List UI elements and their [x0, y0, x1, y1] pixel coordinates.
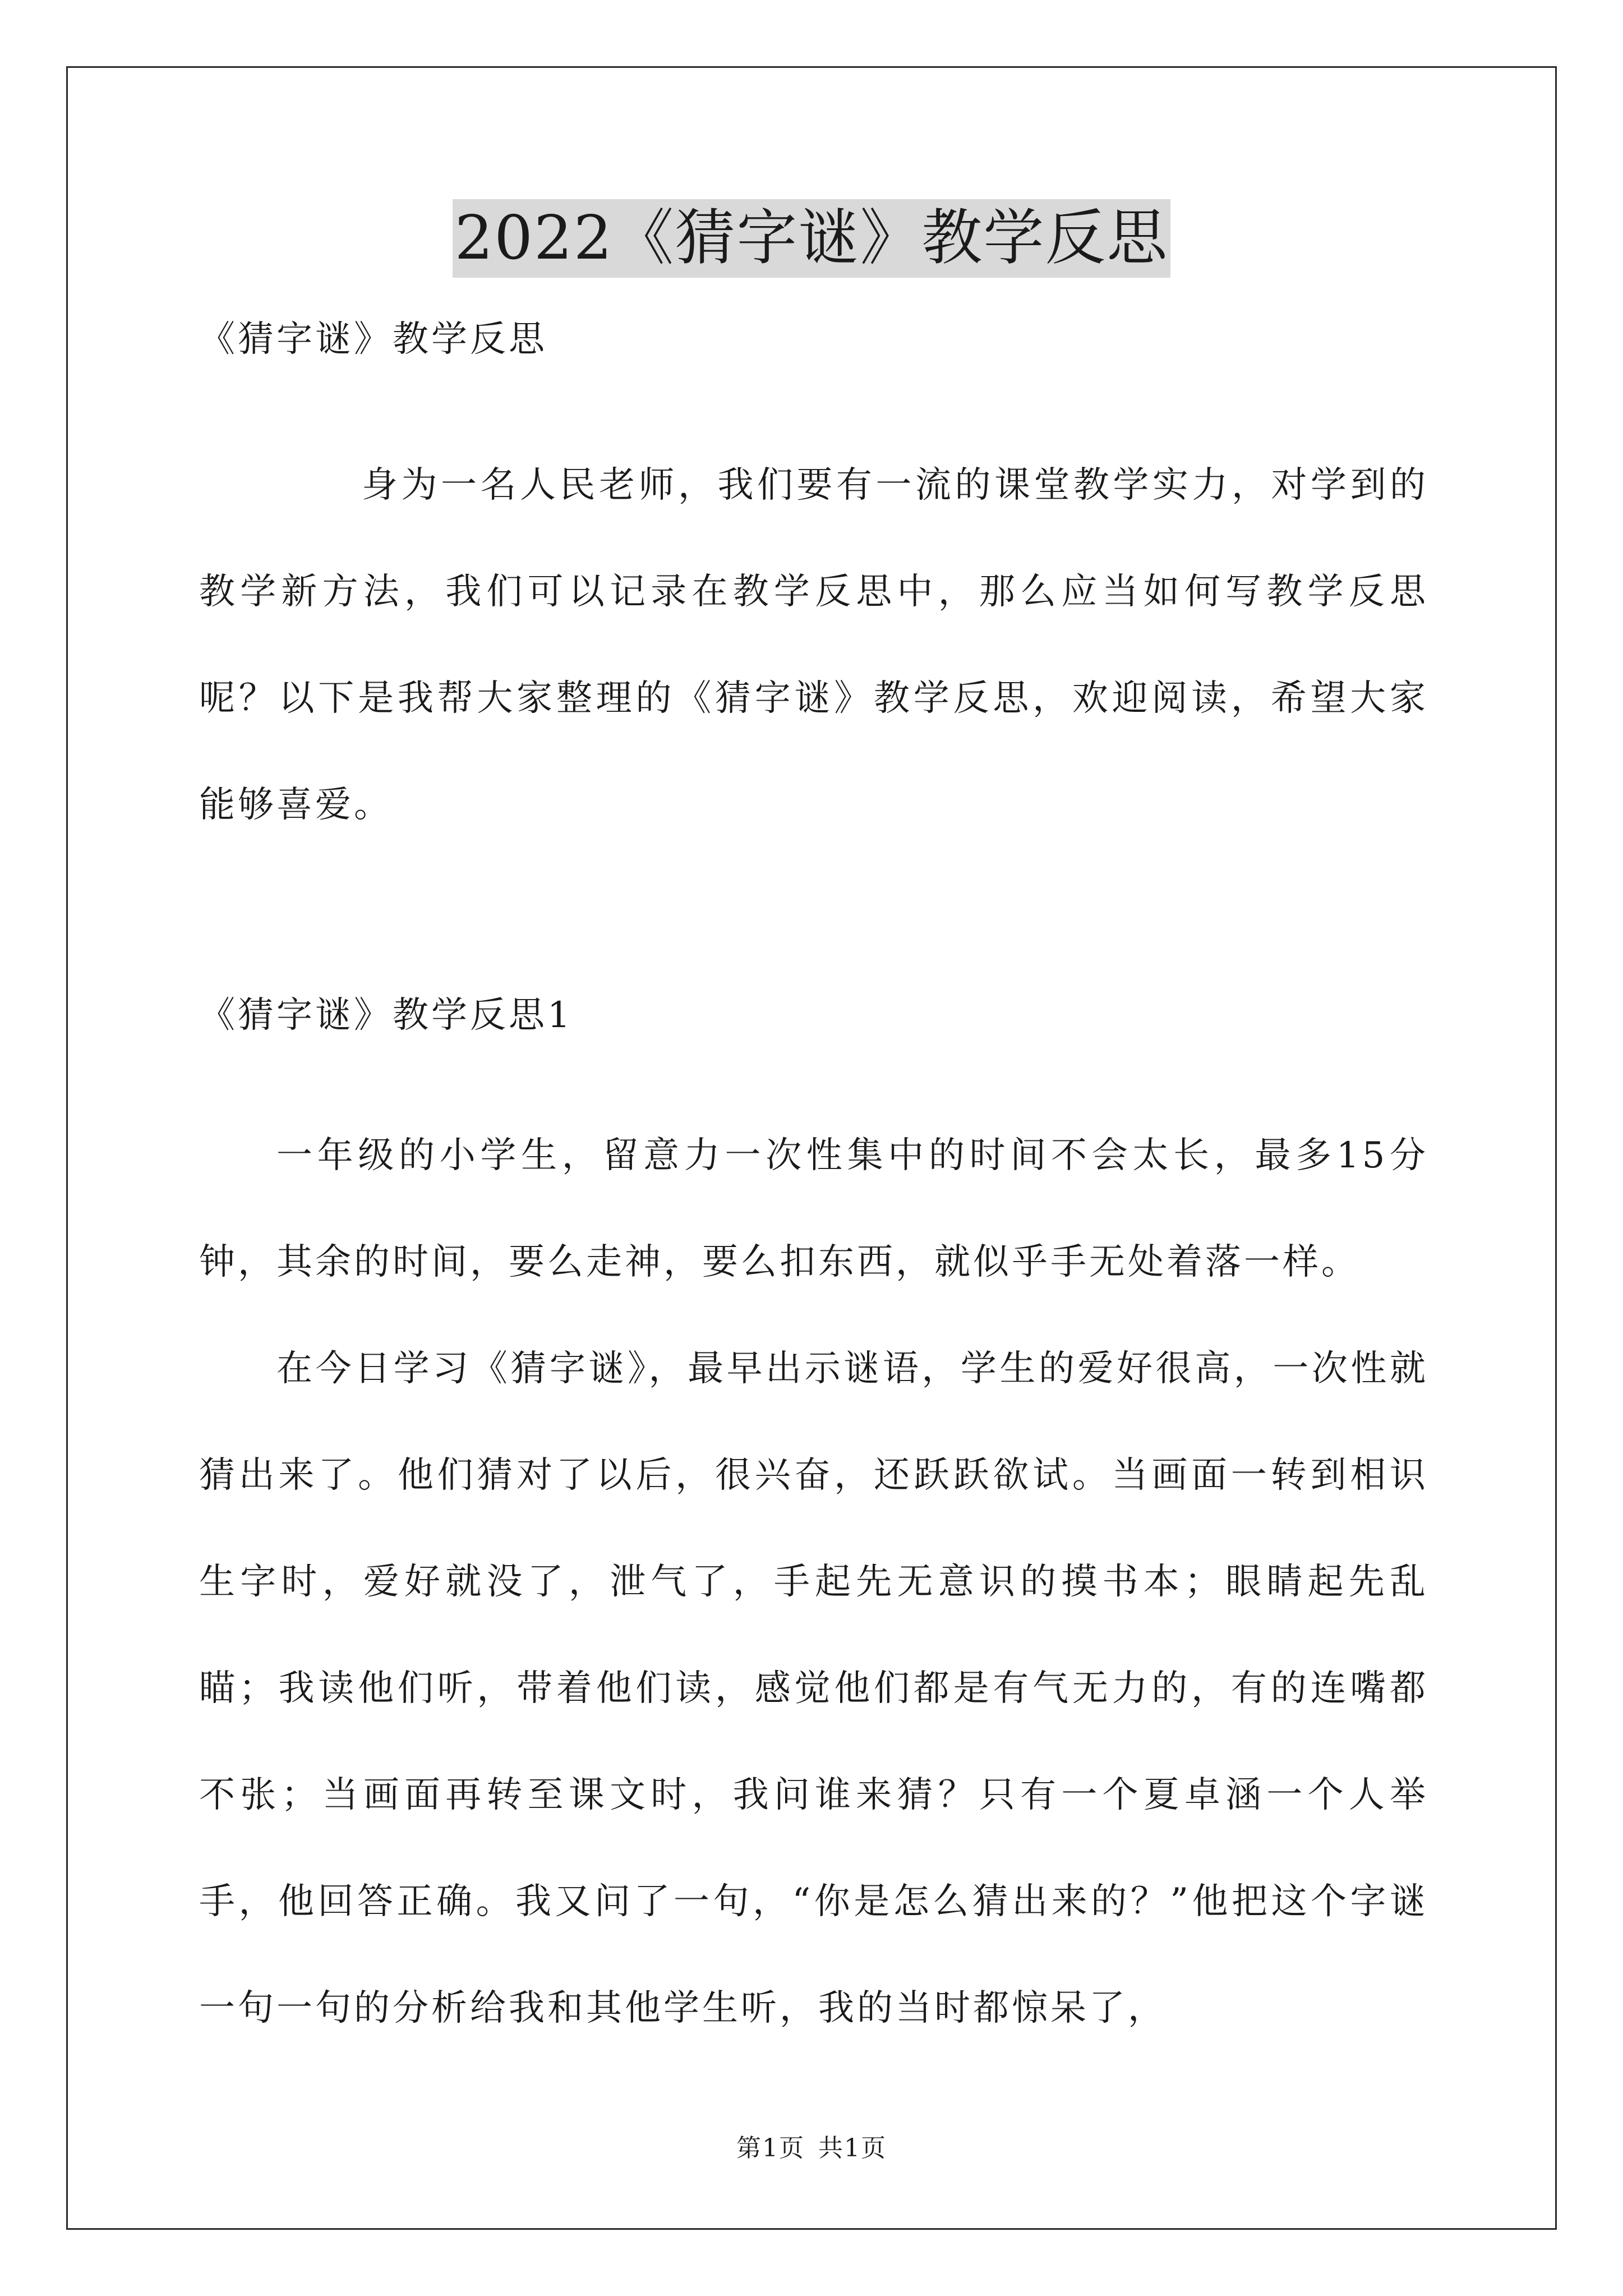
- page-footer: [0, 2132, 1623, 2165]
- section1-heading-block: [199, 993, 1428, 1038]
- intro-paragraph: 身为一名人民老师，我们要有一流的课堂教学实力，对学到的教学新方法，我们可以记录在教学反思中，那么应当如何写教学反思呢？以下是我帮大家整理的《猜字谜》教学反思，欢迎阅读，希望大家能够喜爱。: [199, 464, 1428, 826]
- section1-body: [199, 1102, 1428, 2062]
- document-title: 2022《猜字谜》教学反思: [453, 199, 1171, 278]
- intro-subheading: 《猜字谜》教学反思: [199, 319, 547, 360]
- title-container: [0, 199, 1623, 278]
- page-number: 第1页: [736, 2134, 805, 2162]
- section1-paragraph-2: 在今日学习《猜字谜》，最早出示谜语，学生的爱好很高，一次性就猜出来了。他们猜对了以后，很兴奋，还跃跃欲试。当画面一转到相识生字时，爱好就没了，泄气了，手起先无意识的摸书本；眼睛起先乱瞄；我读他们听，带着他们读，感觉他们都是有气无力的，有的连嘴都不张；当画面再转至课文时，我问谁来猜？只有一个夏卓涵一个人举手，他回答正确。我又问了一句，“你是怎么猜出来的？”他把这个字谜一句一句的分析给我和其他学生听，我的当时都惊呆了，: [199, 1348, 1428, 2029]
- intro-subheading-block: [199, 317, 1428, 362]
- section1-paragraph-1: 一年级的小学生，留意力一次性集中的时间不会太长，最多15分钟，其余的时间，要么走神，要么扣东西，就似乎手无处着落一样。: [199, 1135, 1428, 1283]
- intro-paragraph-block: [199, 432, 1428, 858]
- page-total: 共1页: [818, 2134, 887, 2162]
- section1-heading: 《猜字谜》教学反思1: [199, 995, 573, 1036]
